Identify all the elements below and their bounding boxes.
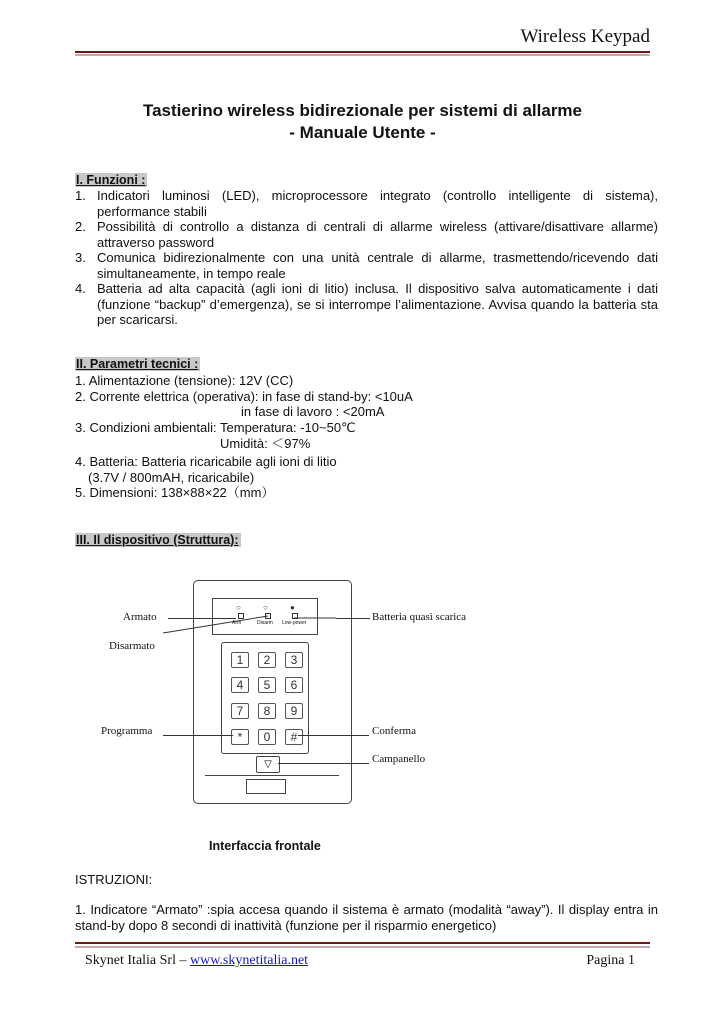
leader-line: [336, 618, 370, 619]
key-8: 8: [258, 703, 276, 719]
key-9: 9: [285, 703, 303, 719]
param-line: Umidità: ＜97%: [220, 436, 311, 451]
figure-caption: Interfaccia frontale: [209, 839, 321, 853]
key-4: 4: [231, 677, 249, 693]
doc-subtitle: - Manuale Utente -: [289, 123, 436, 142]
param-line: 5. Dimensioni: 138×88×22（mm）: [75, 485, 275, 500]
list-item-text: Comunica bidirezionalmente con una unità centrale di allarme, trasmettendo/ricevendo dati simultaneamente, in tempo reale: [97, 250, 658, 281]
leader-line: [298, 735, 369, 736]
label-campanello: Campanello: [372, 753, 426, 765]
label-disarmato: Disarmato: [109, 640, 155, 652]
list-item-number: 4.: [75, 281, 86, 296]
led-label-disarm: Disarm: [257, 620, 273, 626]
param-line: 1. Alimentazione (tensione): 12V (CC): [75, 373, 294, 388]
footer-company-name: Skynet Italia Srl –: [85, 953, 190, 968]
key-0: 0: [258, 729, 276, 745]
param-line: 2. Corrente elettrica (operativa): in fase di stand-by: <10uA: [75, 389, 413, 404]
key-1: 1: [231, 652, 249, 668]
footer-rule: [75, 942, 650, 944]
battery-icon: ●: [290, 603, 295, 612]
param-line: 3. Condizioni ambientali: Temperatura: -10~50℃: [75, 420, 356, 435]
doc-title: Tastierino wireless bidirezionale per sistemi di allarme: [142, 101, 583, 120]
lock-icon: ○: [236, 603, 241, 612]
list-item-text: Possibilità di controllo a distanza di centrali di allarme wireless (attivare/disattivare allarme) attraverso password: [97, 219, 658, 250]
bell-button: ▽: [256, 756, 280, 773]
label-programma: Programma: [101, 725, 153, 737]
footer-website-link[interactable]: www.skynetitalia.net: [190, 953, 309, 968]
header-title: Wireless Keypad: [520, 26, 650, 47]
instruction-item: 1. Indicatore “Armato” :spia accesa quando il sistema è armato (modalità “away”). Il display entra in stand-by dopo 8 secondi di inattività (funzione per il risparmio energetico): [75, 902, 658, 933]
footer-company: [85, 953, 308, 969]
key-6: 6: [285, 677, 303, 693]
key-5: 5: [258, 677, 276, 693]
list-item-number: 3.: [75, 250, 86, 265]
section-heading-funzioni: I. Funzioni :: [76, 173, 146, 187]
key-7: 7: [231, 703, 249, 719]
label-armato: Armato: [123, 611, 157, 623]
key-2: 2: [258, 652, 276, 668]
led-label-arm: Arm: [232, 620, 242, 626]
leader-line: [163, 735, 233, 736]
list-item-number: 1.: [75, 188, 86, 203]
section-heading-parametri: II. Parametri tecnici :: [76, 357, 199, 371]
unlock-icon: ○: [263, 603, 268, 612]
param-line: in fase di lavoro : <20mA: [241, 404, 385, 419]
label-conferma: Conferma: [372, 725, 416, 737]
key-star: *: [231, 729, 249, 745]
list-item-text: Indicatori luminosi (LED), microprocessore integrato (controllo intelligente di sistema), performance stabili: [97, 188, 658, 219]
param-line: 4. Batteria: Batteria ricaricabile agli ioni di litio: [75, 454, 337, 469]
param-line: (3.7V / 800mAH, ricaricabile): [88, 470, 255, 485]
footer-rule-thin: [75, 946, 650, 948]
section-heading-dispositivo: III. Il dispositivo (Struttura):: [76, 533, 239, 547]
label-batteria: Batteria quasi scarica: [372, 611, 467, 623]
key-hash: #: [285, 729, 303, 745]
led-label-low-power: Low-power: [282, 620, 307, 626]
instructions-heading: ISTRUZIONI:: [75, 872, 153, 887]
leader-line: [278, 763, 369, 764]
key-3: 3: [285, 652, 303, 668]
list-item-text: Batteria ad alta capacità (agli ioni di litio) inclusa. Il dispositivo salva automaticamente i dati (funzione “backup” d’emergenza), se si interrompe l’alimentazione. Avvisa quando la batteria sta per scaricarsi.: [97, 281, 658, 327]
footer-page-number: Pagina 1: [586, 953, 635, 968]
list-item-number: 2.: [75, 219, 86, 234]
